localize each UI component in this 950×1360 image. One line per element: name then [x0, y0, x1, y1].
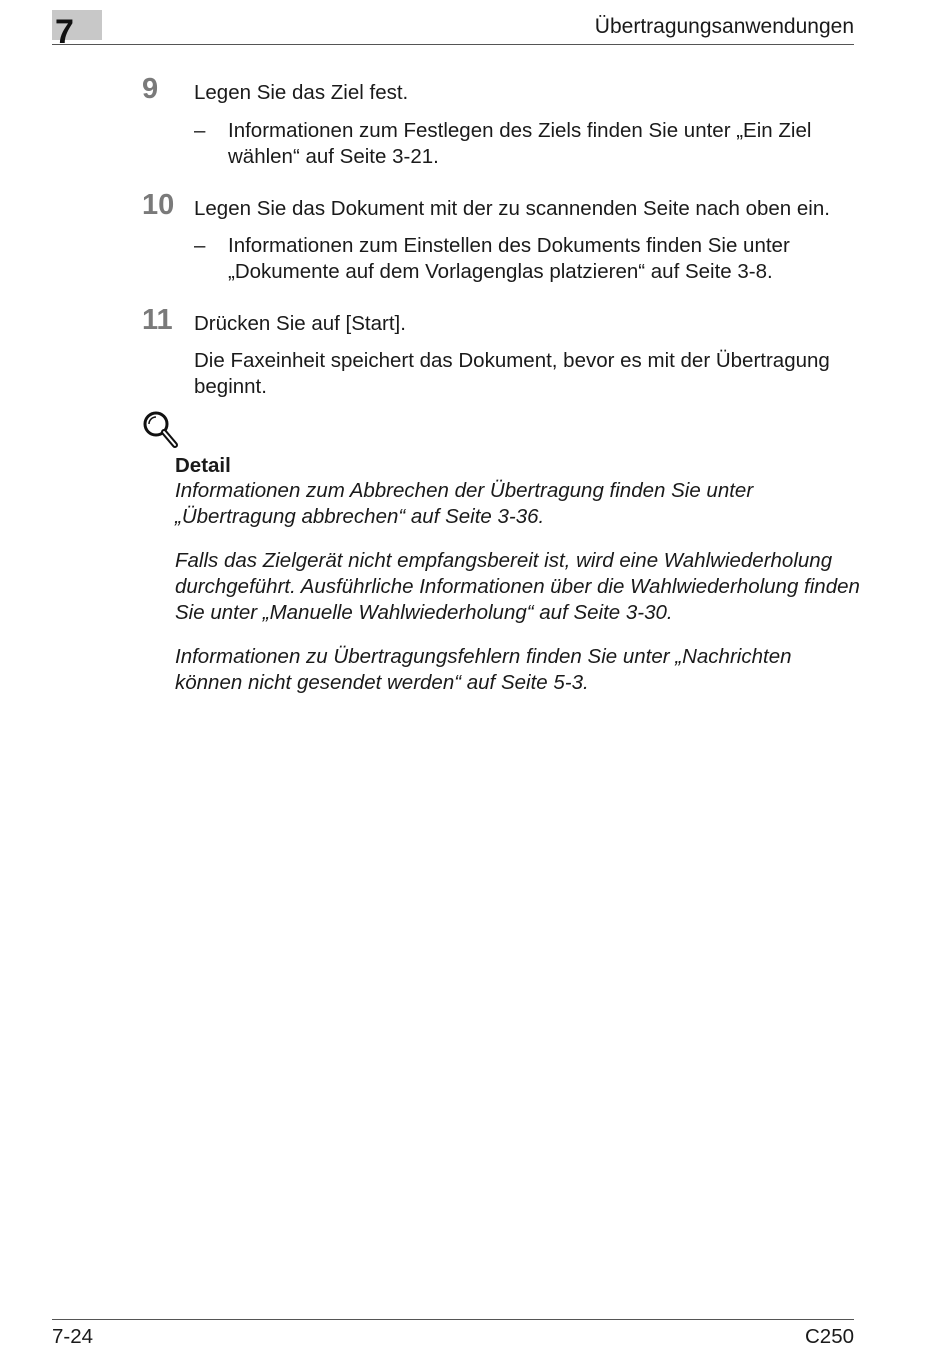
detail-heading: Detail	[175, 454, 231, 477]
header-divider	[52, 44, 854, 45]
bullet-dash: –	[194, 234, 206, 257]
step-11-text: Drücken Sie auf [Start].	[194, 312, 406, 335]
step-11-note: Die Faxeinheit speichert das Dokument, bevor es mit der Übertragung beginnt.	[194, 349, 830, 398]
step-9-text: Legen Sie das Ziel fest.	[194, 81, 409, 104]
step-number-9: 9	[142, 73, 159, 105]
step-number-10: 10	[142, 189, 175, 221]
step-10-text: Legen Sie das Dokument mit der zu scannenden Seite nach oben ein.	[194, 197, 830, 220]
chapter-number: 7	[55, 13, 74, 51]
page-number: 7-24	[52, 1325, 94, 1348]
footer-divider	[52, 1319, 854, 1320]
model-name: C250	[804, 1325, 854, 1348]
step-10-subtext: Informationen zum Einstellen des Dokuments finden Sie unter „Dokumente auf dem Vorlagenglas platzieren“ auf Seite 3-8.	[228, 234, 790, 283]
magnifier-icon	[142, 410, 182, 450]
detail-paragraph: Informationen zum Abbrechen der Übertragung finden Sie unter „Übertragung abbrechen“ auf Seite 3-36.	[175, 479, 754, 528]
bullet-dash: –	[194, 119, 206, 142]
detail-paragraph: Falls das Zielgerät nicht empfangsbereit ist, wird eine Wahlwiederholung durchgeführt. Ausführliche Informationen über die Wahlwiederholung finden Sie unter „Manuelle Wahlwiederholung“ auf Seite 3-30.	[175, 549, 860, 624]
step-number-11: 11	[142, 304, 173, 336]
section-title: Übertragungsanwendungen	[594, 15, 854, 38]
detail-paragraph: Informationen zu Übertragungsfehlern finden Sie unter „Nachrichten können nicht gesendet werden“ auf Seite 5-3.	[175, 645, 792, 694]
step-9-subtext: Informationen zum Festlegen des Ziels finden Sie unter „Ein Ziel wählen“ auf Seite 3-21.	[228, 119, 812, 168]
